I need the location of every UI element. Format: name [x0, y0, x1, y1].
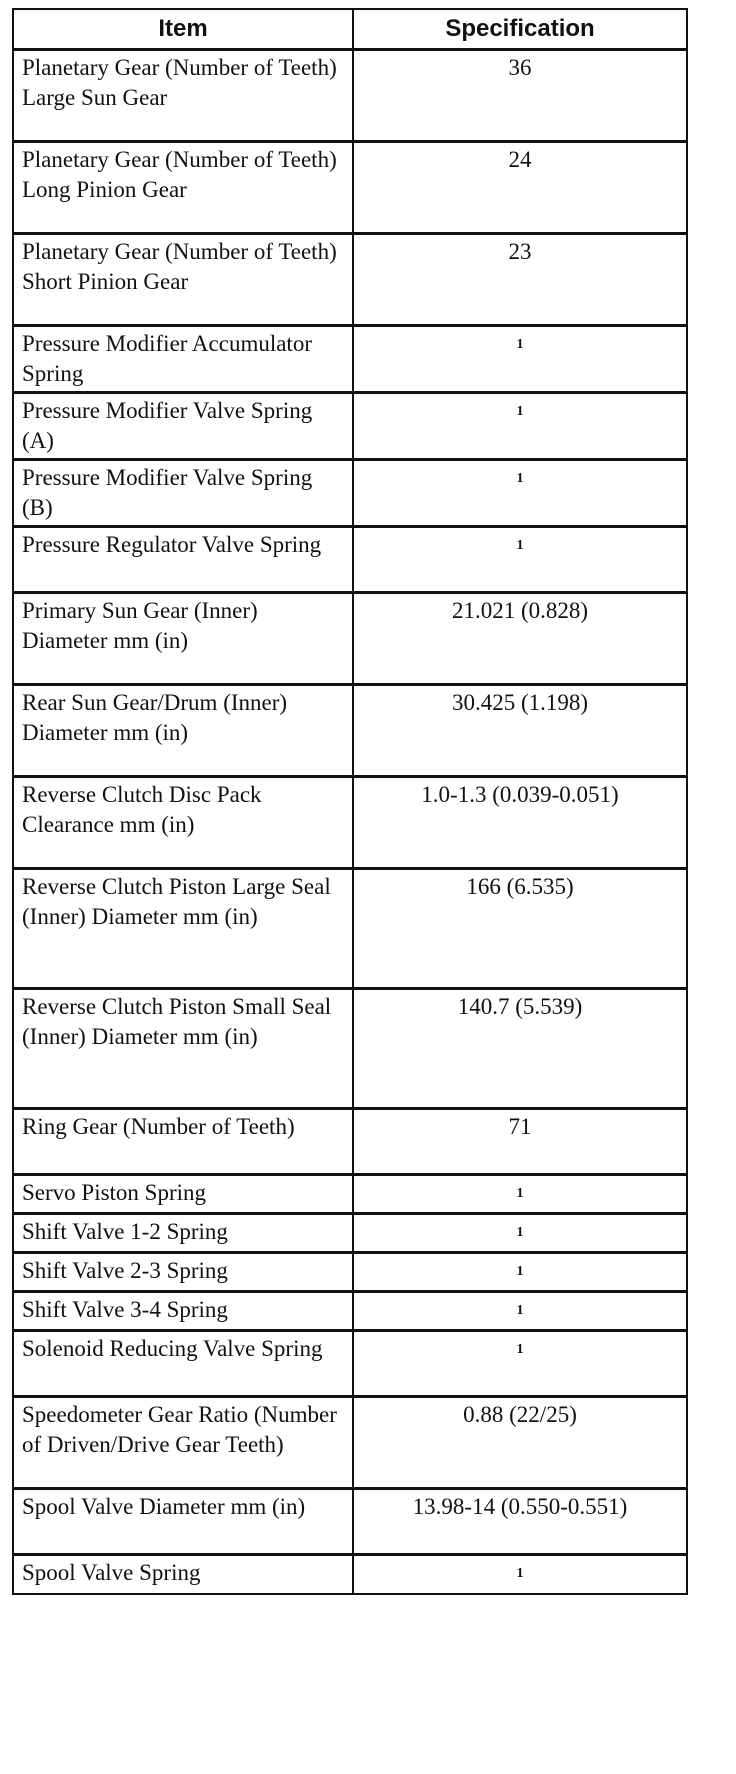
item-cell	[13, 989, 353, 1109]
table-row	[13, 1397, 687, 1489]
footnote-ref: 1	[516, 1342, 524, 1357]
spec-value: 1.0-1.3 (0.039-0.051)	[421, 782, 619, 807]
table-row	[13, 1253, 687, 1292]
spec-cell	[353, 1555, 687, 1594]
spec-value: 24	[508, 147, 532, 172]
table-row	[13, 142, 687, 234]
item-text: Shift Valve 3-4 Spring	[22, 1297, 228, 1322]
footnote-ref: 1	[516, 1264, 524, 1279]
table-row	[13, 234, 687, 326]
item-cell	[13, 326, 353, 393]
table-body	[13, 50, 687, 1594]
item-text: Planetary Gear (Number of Teeth) Short Pinion Gear	[22, 239, 337, 294]
item-cell	[13, 1253, 353, 1292]
item-cell	[13, 685, 353, 777]
item-cell	[13, 50, 353, 142]
footnote-ref: 1	[516, 471, 524, 486]
item-text: Reverse Clutch Piston Large Seal (Inner) Diameter mm (in)	[22, 874, 331, 929]
item-cell	[13, 1175, 353, 1214]
spec-value: 23	[508, 239, 532, 264]
spec-value: 166 (6.535)	[466, 874, 574, 899]
table-row	[13, 1214, 687, 1253]
footnote-ref: 1	[516, 404, 524, 419]
spec-cell	[353, 326, 687, 393]
item-text: Rear Sun Gear/Drum (Inner) Diameter mm (in)	[22, 690, 288, 745]
item-text: Spool Valve Spring	[22, 1560, 201, 1585]
spec-cell	[353, 142, 687, 234]
spec-cell	[353, 1175, 687, 1214]
item-cell	[13, 593, 353, 685]
spec-cell	[353, 1253, 687, 1292]
item-text: Shift Valve 1-2 Spring	[22, 1219, 228, 1244]
footnote-ref: 1	[516, 1186, 524, 1201]
item-cell	[13, 393, 353, 460]
spec-cell	[353, 1214, 687, 1253]
spec-value: 13.98-14 (0.550-0.551)	[412, 1494, 628, 1519]
spec-cell	[353, 527, 687, 593]
table-header-row	[13, 9, 687, 50]
item-cell	[13, 234, 353, 326]
spec-cell	[353, 593, 687, 685]
spec-cell	[353, 989, 687, 1109]
item-cell	[13, 1555, 353, 1594]
table-row	[13, 527, 687, 593]
item-text: Solenoid Reducing Valve Spring	[22, 1336, 323, 1361]
footnote-ref: 1	[516, 1225, 524, 1240]
spec-cell	[353, 869, 687, 989]
item-text: Planetary Gear (Number of Teeth) Large Sun Gear	[22, 55, 337, 110]
item-text: Speedometer Gear Ratio (Number of Driven/Drive Gear Teeth)	[22, 1402, 337, 1457]
table-row	[13, 685, 687, 777]
table-row	[13, 1555, 687, 1594]
spec-cell	[353, 460, 687, 527]
item-cell	[13, 1331, 353, 1397]
spec-cell	[353, 685, 687, 777]
item-text: Reverse Clutch Piston Small Seal (Inner) Diameter mm (in)	[22, 994, 332, 1049]
item-text: Primary Sun Gear (Inner) Diameter mm (in)	[22, 598, 258, 653]
specification-table	[12, 8, 688, 1595]
item-text: Spool Valve Diameter mm (in)	[22, 1494, 306, 1519]
spec-cell	[353, 1489, 687, 1555]
table-row	[13, 777, 687, 869]
item-cell	[13, 1214, 353, 1253]
spec-cell	[353, 777, 687, 869]
spec-cell	[353, 1109, 687, 1175]
item-cell	[13, 1489, 353, 1555]
spec-cell	[353, 234, 687, 326]
table-row	[13, 1175, 687, 1214]
column-header-item: Item	[13, 9, 353, 50]
item-text: Pressure Regulator Valve Spring	[22, 532, 322, 557]
footnote-ref: 1	[516, 1303, 524, 1318]
footnote-ref: 1	[516, 538, 524, 553]
spec-cell	[353, 1292, 687, 1331]
item-cell	[13, 869, 353, 989]
table-row	[13, 393, 687, 460]
item-text: Ring Gear (Number of Teeth)	[22, 1114, 295, 1139]
spec-cell	[353, 1397, 687, 1489]
item-cell	[13, 142, 353, 234]
spec-value: 0.88 (22/25)	[463, 1402, 577, 1427]
item-text: Pressure Modifier Valve Spring (A)	[22, 398, 313, 453]
table-row	[13, 1331, 687, 1397]
table-row	[13, 593, 687, 685]
footnote-ref: 1	[516, 337, 524, 352]
table-row	[13, 1489, 687, 1555]
table-row	[13, 326, 687, 393]
item-text: Servo Piston Spring	[22, 1180, 207, 1205]
item-text: Shift Valve 2-3 Spring	[22, 1258, 228, 1283]
item-cell	[13, 777, 353, 869]
item-text: Planetary Gear (Number of Teeth) Long Pinion Gear	[22, 147, 337, 202]
item-text: Pressure Modifier Valve Spring (B)	[22, 465, 313, 520]
spec-value: 36	[508, 55, 532, 80]
item-cell	[13, 460, 353, 527]
spec-cell	[353, 1331, 687, 1397]
item-cell	[13, 1397, 353, 1489]
spec-value: 71	[508, 1114, 532, 1139]
item-cell	[13, 1109, 353, 1175]
column-header-specification: Specification	[353, 9, 687, 50]
table-row	[13, 460, 687, 527]
spec-value: 140.7 (5.539)	[457, 994, 583, 1019]
table-row	[13, 1292, 687, 1331]
spec-cell	[353, 50, 687, 142]
spec-cell	[353, 393, 687, 460]
spec-value: 21.021 (0.828)	[451, 598, 589, 623]
item-text: Reverse Clutch Disc Pack Clearance mm (in)	[22, 782, 262, 837]
table-row	[13, 50, 687, 142]
item-text: Pressure Modifier Accumulator Spring	[22, 331, 312, 386]
item-cell	[13, 1292, 353, 1331]
footnote-ref: 1	[516, 1566, 524, 1581]
table-row	[13, 1109, 687, 1175]
table-row	[13, 989, 687, 1109]
item-cell	[13, 527, 353, 593]
spec-value: 30.425 (1.198)	[451, 690, 589, 715]
table-row	[13, 869, 687, 989]
